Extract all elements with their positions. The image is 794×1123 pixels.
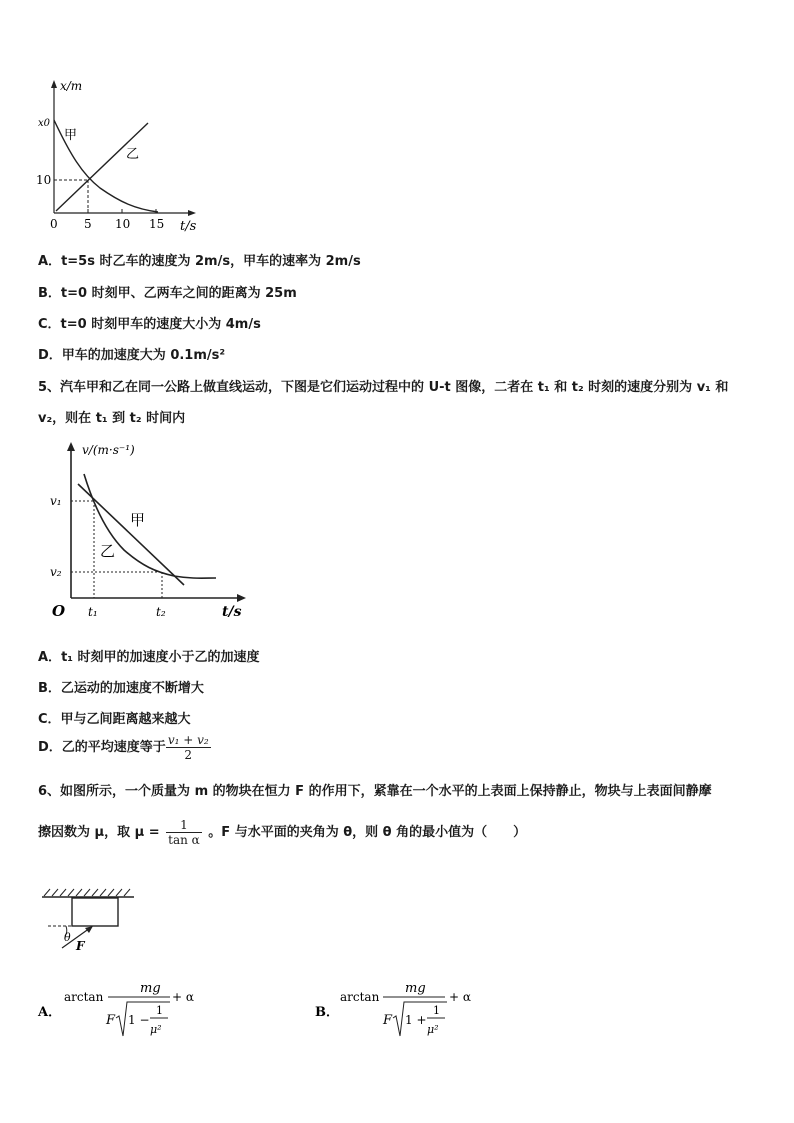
xt-tick-label-15: 15 xyxy=(149,217,165,231)
q5-option-a[interactable] xyxy=(38,646,260,665)
q6-force-arrowhead xyxy=(85,926,93,933)
vt-t1-label: t₁ xyxy=(88,605,98,619)
q5-option-a-text: t₁ 时刻甲的加速度小于乙的加速度 xyxy=(61,650,260,665)
q6-theta-label: θ xyxy=(64,931,71,944)
q4-option-b-text: t=0 时刻甲、乙两车之间的距离为 25m xyxy=(60,286,297,301)
q6-option-b-den-root: 1 + xyxy=(405,1013,427,1027)
q4-option-d[interactable] xyxy=(38,344,225,363)
q5-option-d-num: v₁ + v₂ xyxy=(167,733,209,747)
vt-graph xyxy=(44,438,254,623)
vt-y-label: v/(m·s⁻¹) xyxy=(82,443,135,457)
xt-x0-label: x0 xyxy=(38,118,51,129)
q6-option-b-den-f: F xyxy=(383,1013,393,1028)
xt-tick-label-0: 0 xyxy=(50,217,58,231)
q6-stem-line2 xyxy=(38,818,526,847)
q5-option-b-letter: B． xyxy=(38,681,61,696)
q6-option-b-root-num: 1 xyxy=(433,1004,440,1017)
vt-curve-yi xyxy=(84,474,216,578)
q6-option-a[interactable] xyxy=(36,978,236,1044)
q6-option-a-prefix: arctan xyxy=(64,990,104,1004)
q6-mu-den: tan α xyxy=(168,833,200,847)
q4-option-c[interactable] xyxy=(38,313,261,332)
xt-graph xyxy=(30,76,210,236)
vt-y-arrow xyxy=(67,442,75,451)
vt-x-arrow xyxy=(237,594,246,602)
q5-option-c-text: 甲与乙间距离越来越大 xyxy=(60,712,191,727)
q5-stem-line2: v₂，则在 t₁ 到 t₂ 时间内 xyxy=(38,411,186,426)
xt-x-arrow xyxy=(188,210,196,216)
xt-y-label: x/m xyxy=(60,79,83,93)
q6-option-b[interactable] xyxy=(313,978,513,1044)
xt-tick-label-5: 5 xyxy=(84,217,92,231)
q4-option-d-text: 甲车的加速度大为 0.1m/s² xyxy=(61,348,226,363)
q6-option-a-den-f: F xyxy=(106,1013,116,1028)
q5-option-c-letter: C． xyxy=(38,712,61,727)
q5-option-d[interactable] xyxy=(38,733,211,762)
vt-t2-label: t₂ xyxy=(156,605,166,619)
q5-option-d-den: 2 xyxy=(184,748,193,762)
q5-option-a-letter: A． xyxy=(38,650,62,665)
q6-hatching xyxy=(44,889,130,896)
xt-10-label: 10 xyxy=(36,173,52,187)
q5-option-d-letter: D． xyxy=(38,740,62,755)
q4-option-a[interactable] xyxy=(38,250,361,269)
q4-option-b-letter: B． xyxy=(38,286,61,301)
vt-jia-label: 甲 xyxy=(130,511,146,529)
q6-option-b-num: mg xyxy=(405,981,426,996)
xt-tick-label-10: 10 xyxy=(115,217,131,231)
q4-option-c-text: t=0 时刻甲车的速度大小为 4m/s xyxy=(60,317,261,332)
q6-option-b-suffix: + α xyxy=(449,990,471,1004)
q6-option-a-suffix: + α xyxy=(172,990,194,1004)
q6-option-a-root-num: 1 xyxy=(156,1004,163,1017)
q4-option-a-text: t=5s 时乙车的速度为 2m/s，甲车的速率为 2m/s xyxy=(61,254,361,269)
q6-force-label: F xyxy=(76,939,85,953)
q4-option-a-letter: A． xyxy=(38,254,62,269)
q4-option-d-letter: D． xyxy=(38,348,62,363)
xt-x-label: t/s xyxy=(180,219,197,234)
vt-v1-label: v₁ xyxy=(50,494,62,508)
q6-figure xyxy=(38,888,138,954)
xt-yi-label: 乙 xyxy=(126,147,140,162)
q6-option-a-root-den: μ² xyxy=(150,1023,162,1036)
q6-mu-fraction xyxy=(166,818,202,847)
q6-option-b-letter: B． xyxy=(315,1005,339,1020)
xt-y-arrow xyxy=(51,80,57,88)
q6-mu-num: 1 xyxy=(166,818,202,833)
q6-stem-line2-b: 。F 与水平面的夹角为 θ，则 θ 角的最小值为（ ） xyxy=(208,825,527,840)
vt-v2-label: v₂ xyxy=(50,565,62,579)
q6-option-a-letter: A． xyxy=(38,1005,62,1020)
q6-option-b-root-den: μ² xyxy=(427,1023,439,1036)
q6-option-b-prefix: arctan xyxy=(340,990,380,1004)
q6-stem-line2-a: 擦因数为 μ，取 μ = xyxy=(38,825,160,840)
q5-option-d-text: 乙的平均速度等于 xyxy=(61,740,166,755)
q4-option-c-letter: C． xyxy=(38,317,61,332)
q5-option-b-text: 乙运动的加速度不断增大 xyxy=(60,681,204,696)
q6-block xyxy=(72,898,118,926)
q5-option-b[interactable] xyxy=(38,677,204,696)
xt-jia-label: 甲 xyxy=(64,128,78,143)
q5-option-d-fraction xyxy=(166,733,211,762)
q6-option-a-num: mg xyxy=(140,981,161,996)
vt-yi-label: 乙 xyxy=(100,542,116,560)
vt-x-label: t/s xyxy=(222,604,242,620)
q6-stem-line1: 6、如图所示，一个质量为 m 的物块在恒力 F 的作用下，紧靠在一个水平的上表面上保持静止，物块与上表面间静摩 xyxy=(38,784,712,799)
q4-option-b[interactable] xyxy=(38,282,297,301)
vt-origin-label: O xyxy=(52,602,66,620)
q5-stem-line1: 5、汽车甲和乙在同一公路上做直线运动，下图是它们运动过程中的 U-t 图像，二者在 t₁ 和 t₂ 时刻的速度分别为 v₁ 和 xyxy=(38,380,729,395)
q6-option-a-den-root: 1 − xyxy=(128,1013,150,1027)
q5-option-c[interactable] xyxy=(38,708,191,727)
